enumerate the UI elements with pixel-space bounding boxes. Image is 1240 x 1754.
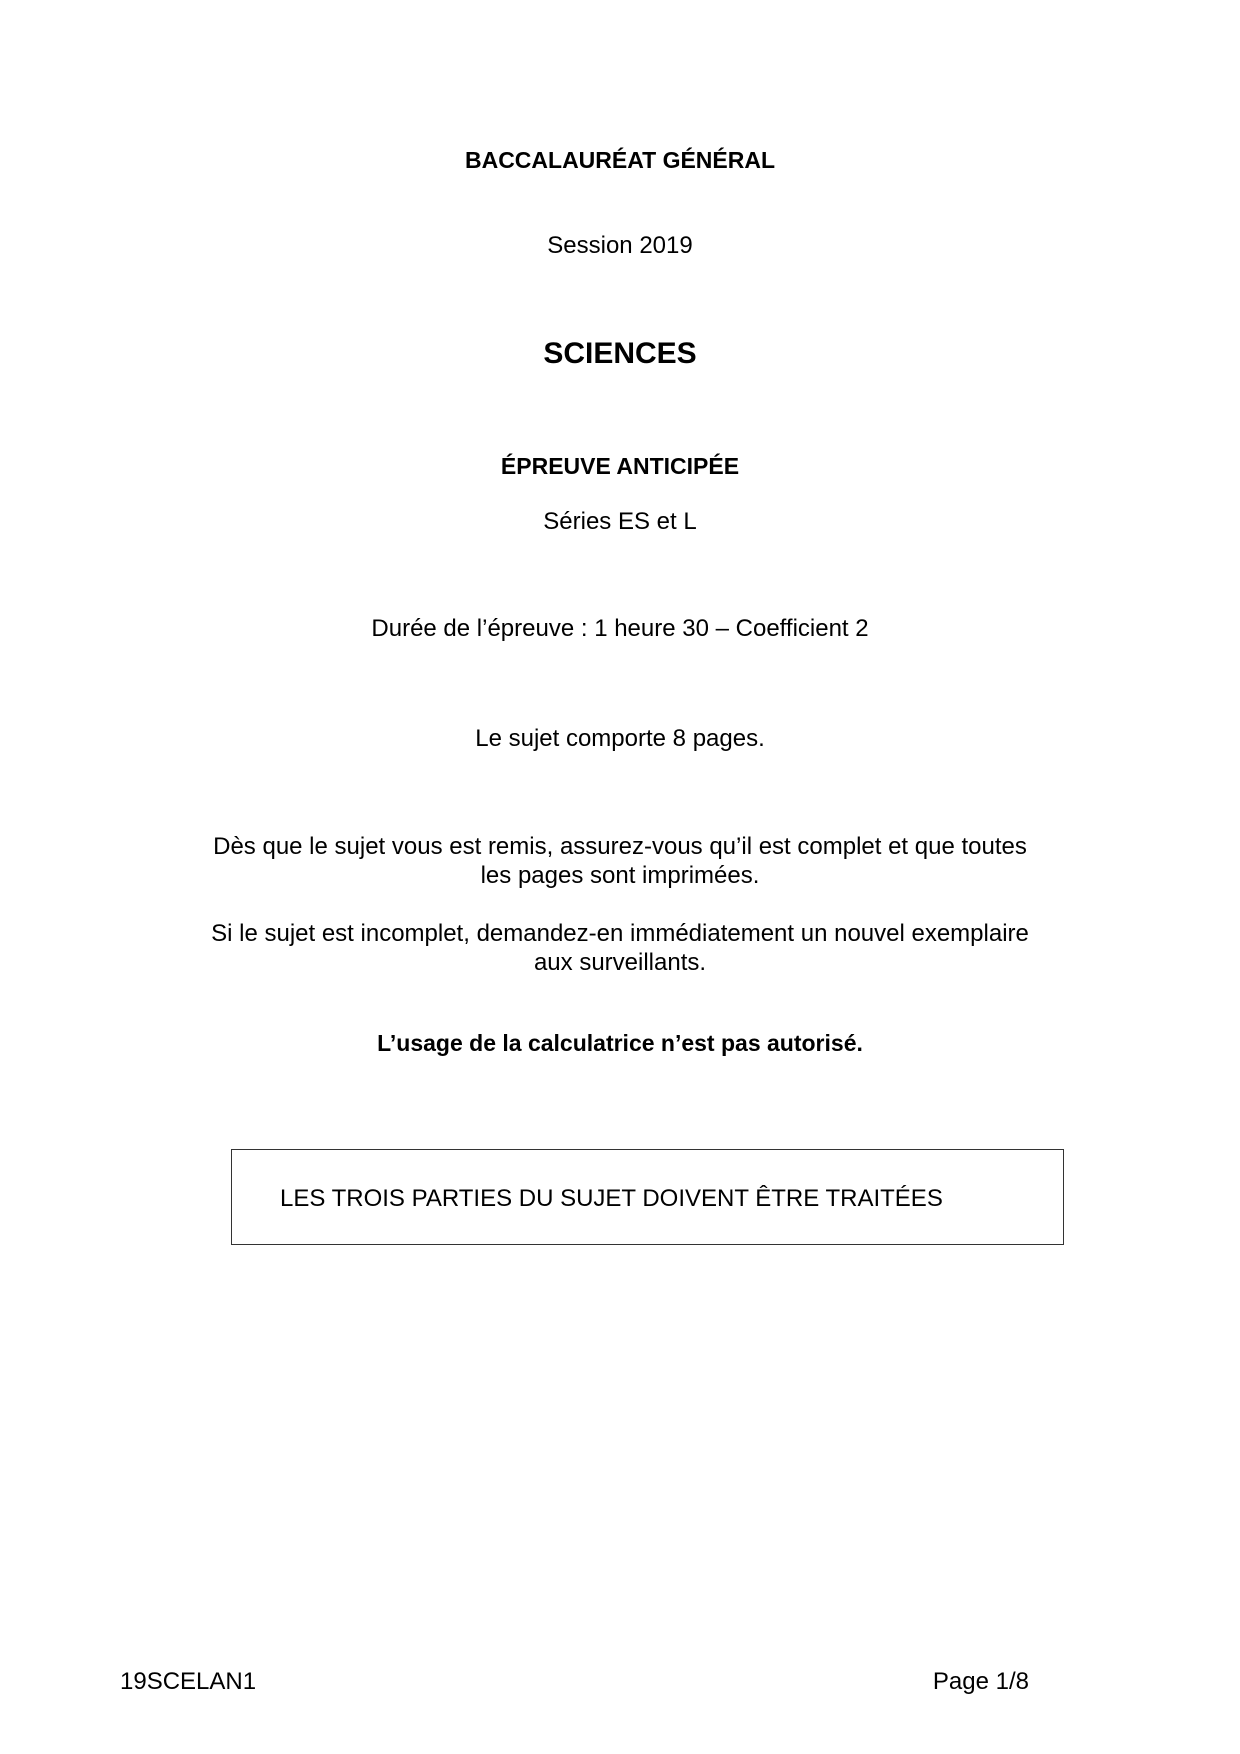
calculator-rule: L’usage de la calculatrice n’est pas autorisé. [377, 1030, 863, 1056]
subject-title: SCIENCES [543, 337, 697, 370]
session-label: Session 2019 [547, 232, 693, 259]
pages-count-label: Le sujet comporte 8 pages. [475, 725, 765, 752]
series-label: Séries ES et L [543, 508, 697, 535]
instruction-line: Si le sujet est incomplet, demandez-en immédiatement un nouvel exemplaire [211, 920, 1029, 947]
duration-label: Durée de l’épreuve : 1 heure 30 – Coefficient 2 [371, 615, 869, 642]
test-kind-heading: ÉPREUVE ANTICIPÉE [500, 453, 740, 479]
instruction-line: les pages sont imprimées. [480, 862, 760, 889]
notice-text: LES TROIS PARTIES DU SUJET DOIVENT ÊTRE TRAITÉES [280, 1185, 943, 1212]
footer-page-number: Page 1/8 [932, 1668, 1029, 1695]
instruction-paragraph-completeness [0, 832, 1240, 890]
exam-type-heading: BACCALAURÉAT GÉNÉRAL [464, 147, 776, 173]
notice-box [231, 1149, 1064, 1245]
instruction-line: aux surveillants. [533, 949, 707, 976]
instruction-paragraph-incomplete [0, 919, 1240, 977]
instruction-line: Dès que le sujet vous est remis, assurez-vous qu’il est complet et que toutes [213, 833, 1027, 860]
footer-subject-code: 19SCELAN1 [120, 1668, 257, 1695]
